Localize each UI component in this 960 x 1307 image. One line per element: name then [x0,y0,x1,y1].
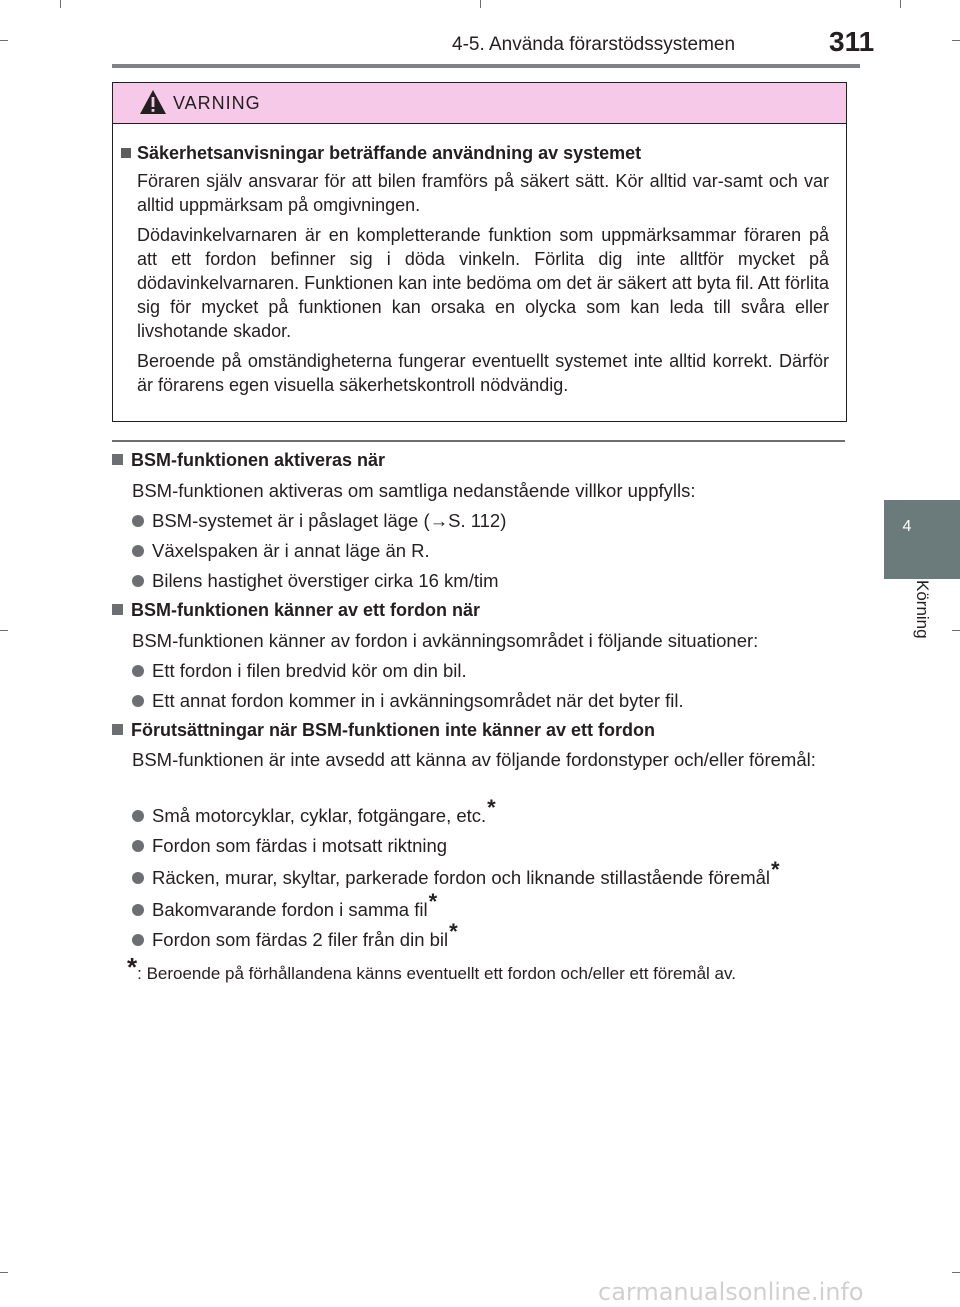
section-intro: BSM-funktionen aktiveras om samtliga nedanstående villkor uppfylls: [132,480,696,501]
bullet-dot-icon [132,575,144,587]
header-rule [112,64,860,68]
crop-mark [0,630,8,631]
asterisk-marker: * [449,919,458,944]
warning-paragraph: Dödavinkelvarnaren är en kompletterande funktion som uppmärksammar föraren på att ett fordon befinner sig i döda vinkeln. Förlita dig inte alltför mycket på dödavinkelvarnaren. Funktionen kan inte bedöma om det är säkert att byta fil. Att förlita sig för mycket på funktionen kan orsaka en olycka som kan leda till svåra eller livshotande skador. [137,225,829,341]
asterisk-marker: * [771,857,780,882]
list-item [132,919,458,952]
watermark: carmanualsonline.info [598,1278,864,1306]
list-item-text: Fordon som färdas 2 filer från din bil [152,929,449,950]
warning-heading-text: Säkerhetsanvisningar beträffande användning av systemet [137,143,642,163]
list-item-text: Bakomvarande fordon i samma fil [152,899,428,920]
list-item [132,833,447,858]
bullet-dot-icon [132,904,144,916]
warning-title: VARNING [173,93,261,113]
chapter-number: 4 [902,518,912,535]
list-item [132,688,684,713]
list-item [132,568,499,593]
list-item [132,538,430,563]
warning-header [113,83,846,124]
chapter-label: Körning [913,580,932,639]
list-item-text: Fordon som färdas i motsatt riktning [152,835,448,856]
footnote-marker: * [127,952,138,982]
crop-mark [0,1272,8,1273]
warning-triangle-icon [139,89,167,115]
section-heading [112,450,385,471]
section-heading [112,600,480,621]
bullet-dot-icon [132,934,144,946]
warning-paragraph: Föraren själv ansvarar för att bilen framförs på säkert sätt. Kör alltid var-samt och var alltid uppmärksam på omgivningen. [137,171,829,215]
section-heading-text: Förutsättningar när BSM-funktionen inte känner av ett fordon [131,720,656,740]
crop-mark [0,40,8,41]
square-bullet-icon [112,454,123,465]
bullet-dot-icon [132,665,144,677]
asterisk-marker: * [487,795,496,820]
section-intro: BSM-funktionen är inte avsedd att känna av följande fordonstyper och/eller föremål: [132,749,816,770]
list-item [132,658,467,683]
crop-mark [952,40,960,41]
square-bullet-icon [121,148,131,158]
section-heading-text: BSM-funktionen aktiveras när [131,450,386,470]
crop-mark [952,630,960,631]
list-item [132,857,780,890]
list-item-text: Räcken, murar, skyltar, parkerade fordon och liknande stillastående föremål [152,867,771,888]
list-item [132,889,438,922]
square-bullet-icon [112,724,123,735]
bullet-dot-icon [132,515,144,527]
section-title: 4-5. Använda förarstödssystemen [452,34,736,55]
section-heading-text: BSM-funktionen känner av ett fordon när [131,600,481,620]
list-item [132,795,496,828]
asterisk-marker: * [428,889,438,914]
list-item-text: Växelspaken är i annat läge än R. [152,540,430,561]
crop-mark [480,0,481,8]
list-item-text: Små motorcyklar, cyklar, fotgängare, etc. [152,805,487,826]
list-item-text: Ett fordon i filen bredvid kör om din bil. [152,660,467,681]
bullet-dot-icon [132,840,144,852]
warning-paragraph: Beroende på omständigheterna fungerar eventuellt systemet inte alltid korrekt. Därför är förarens egen visuella säkerhetskontroll nödvändig. [137,351,829,395]
section-intro: BSM-funktionen känner av fordon i avkänningsområdet i följande situationer: [132,630,759,651]
bullet-dot-icon [132,695,144,707]
bullet-dot-icon [132,810,144,822]
bullet-dot-icon [132,872,144,884]
warning-heading [121,143,641,164]
list-item-text: BSM-systemet är i påslaget läge (→S. 112) [152,510,507,531]
square-bullet-icon [112,604,123,615]
page-number: 311 [829,26,875,57]
crop-mark [952,1272,960,1273]
chapter-tab [884,500,960,579]
warning-box [112,82,847,422]
bullet-dot-icon [132,545,144,557]
section-heading [112,720,655,741]
footnote [127,952,736,986]
divider [112,440,845,442]
crop-mark [60,0,61,8]
crop-mark [900,0,901,8]
list-item-text: Bilens hastighet överstiger cirka 16 km/tim [152,570,499,591]
footnote-text: : Beroende på förhållandena känns eventuellt ett fordon och/eller ett föremål av. [137,964,736,983]
list-item [132,508,506,533]
list-item-text: Ett annat fordon kommer in i avkänningsområdet när det byter fil. [152,690,684,711]
